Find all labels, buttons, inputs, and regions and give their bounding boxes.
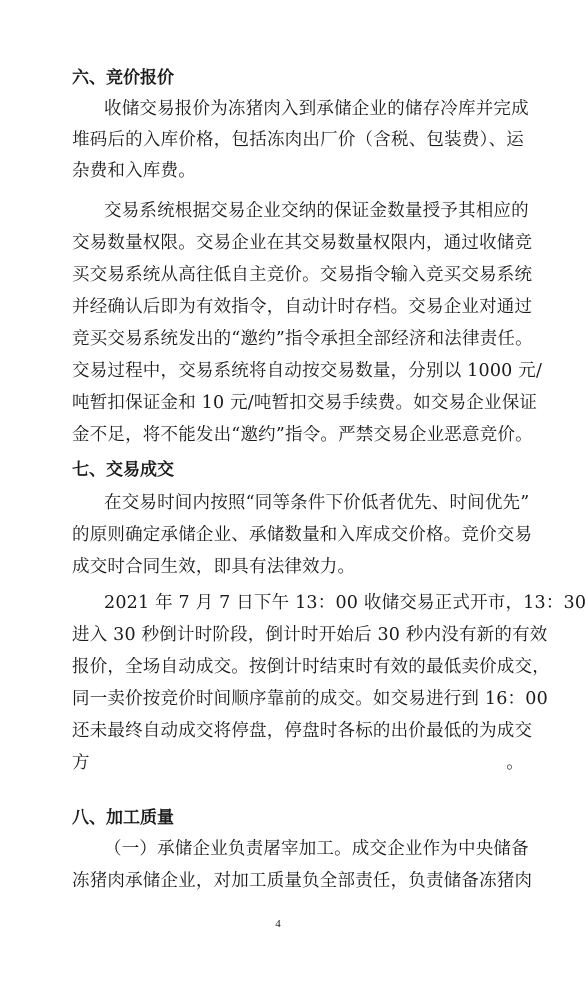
page-number: 4 [275,918,281,930]
text-line [72,783,524,807]
text-line: 同一卖价按竞价时间顺序靠前的成交。如交易进行到 16：00 [72,689,548,709]
text-line: 的原则确定承储企业、承储数量和入库成交价格。竞价交易 [72,525,533,545]
text-line: 金不足，将不能发出“邀约”指令。严禁交易企业恶意竞价。 [72,425,533,445]
section-heading-bidding: 六、竞价报价 [72,68,174,88]
text-line: 冻猪肉承储企业，对加工质量负全部责任，负责储备冻猪肉 [72,871,533,891]
text-line: 交易过程中，交易系统将自动按交易数量，分别以 1000 元/ [72,361,543,381]
text-line: 收储交易报价为冻猪肉入到承储企业的储存冷库并完成 [104,99,529,119]
text-line: 成交时合同生效，即具有法律效力。 [72,557,356,577]
text-line: 堆码后的入库价格，包括冻肉出厂价（含税、包装费）、运 [72,130,524,150]
text-line: 杂费和入库费。 [72,161,196,181]
text-line: 吨暂扣保证金和 10 元/吨暂扣交易手续费。如交易企业保证 [72,393,538,413]
text-line: 交易数量权限。交易企业在其交易数量权限内，通过收储竞 [72,233,533,253]
text-line: 进入 30 秒倒计时阶段，倒计时开始后 30 秒内没有新的有效 [72,625,548,645]
text-line: （一）承储企业负责屠宰加工。成交企业作为中央储备 [104,839,529,859]
text-line: 报价，全场自动成交。按倒计时结束时有效的最低卖价成交， [72,657,550,677]
text-line: 在交易时间内按照“同等条件下价低者优先、时间优先” [104,493,530,513]
text-line: 并经确认后即为有效指令，自动计时存档。交易企业对通过 [72,297,533,317]
section-heading-transaction: 七、交易成交 [72,460,174,480]
text-line: 交易系统根据交易企业交纳的保证金数量授予其相应的 [104,201,529,221]
section-heading-quality: 八、加工质量 [72,808,174,828]
text-line: 2021 年 7 月 7 日下午 13：00 收储交易正式开市，13：30 [104,593,586,613]
text-line: 竞买交易系统发出的“邀约”指令承担全部经济和法律责任。 [72,329,533,349]
text-line: 买交易系统从高往低自主竞价。交易指令输入竞买交易系统 [72,265,533,285]
text-line: 还未最终自动成交将停盘，停盘时各标的出价最低的为成交 [72,721,533,741]
text-line: 方。 [72,753,524,773]
